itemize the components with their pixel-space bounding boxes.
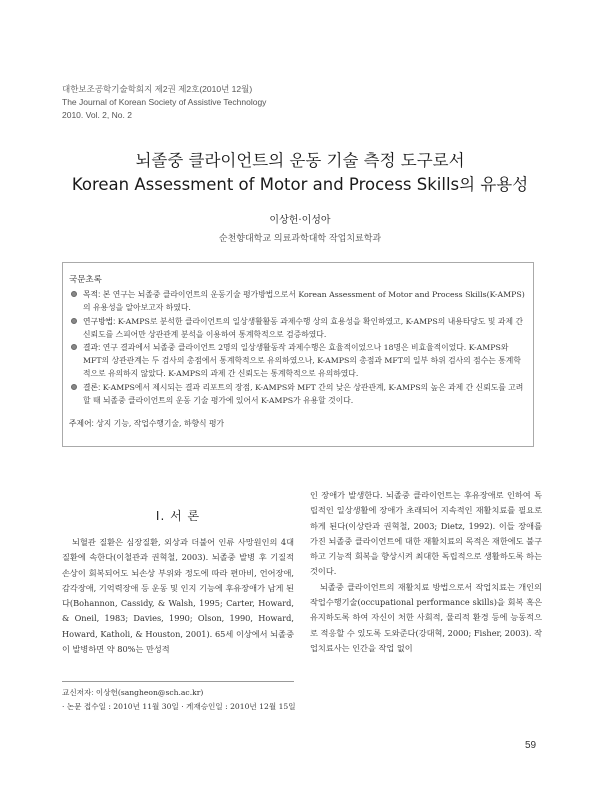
body-column-left [62,488,294,657]
body-paragraph: 인 장애가 발생한다. 뇌졸중 클라이언트는 후유장애로 인하여 독립적인 일상생활에 장애가 초래되어 지속적인 재활치료를 필요로 하게 된다(이상란과 권혁철, 2003; Dietz, 1992). 이들 장애를 가진 뇌졸중 클라이언트에 대한 재활치료의 목적은 재한에도 불구하고 기능적 회복을 향상시켜 최대한 독립적으로 생활하도록 하는 것이다. [310,490,542,577]
submission-dates: · 논문 접수일 : 2010년 11월 30일 · 게재승인일 : 2010년 12월 15일 [62,702,296,711]
authors: 이상헌·이성아 [269,215,331,226]
page-number: 59 [525,740,537,751]
bullet-icon [71,291,77,297]
footnote-divider [62,681,294,682]
section-heading: I. 서 론 [155,509,201,523]
corresponding-author: 교신저자: 이상헌(sangheon@sch.ac.kr) [62,688,204,697]
journal-english-title: The Journal of Korean Society of Assistive Technology [62,97,267,107]
abstract-item-purpose: 목적: 본 연구는 뇌졸중 클라이언트의 운동기술 평가방법으로서 Korean Assessment of Motor and Process Skills(K-AMPS)의 유용성을 알아보고자 하였다. [69,288,525,314]
title-korean: 뇌졸중 클라이언트의 운동 기술 측정 도구로서 [135,151,465,170]
abstract-item-method: 연구방법: K-AMPS로 분석한 클라이언트의 일상생활활동 과제수행 상의 효용성을 확인하였고, K-AMPS의 내용타당도 및 과제 간 신뢰도를 스피어만 상관관계 분석을 이용하여 통계학적으로 검증하였다. [69,315,525,341]
body-column-right [310,488,542,656]
body-paragraph: 뇌혈관 질환은 심장질환, 외상과 더불어 인류 사망원인의 4대 질환에 속한다(이철관과 권혁철, 2003). 뇌졸중 발병 후 기질적 손상이 회복되어도 뇌손상 부위와 정도에 따라 편마비, 언어장애, 감각장애, 기억력장애 등 운동 및 인지 기능에 후유장애가 남게 된다(Bohannon, Cassidy, & Walsh, 1995; Carter, Howard, & Oneil, 1983; Davies, 1990; Olson, 1990, Howard, Howard, Katholi, & Houston, 2001). 65세 이상에서 뇌졸중이 발병하면 약 80%는 만성적 [62,537,294,655]
bullet-icon [71,384,77,390]
affiliation: 순천향대학교 의료과학대학 작업치료학과 [218,234,382,244]
title-english: Korean Assessment of Motor and Process Skills의 유용성 [71,175,529,194]
abstract-item-results: 결과: 연구 결과에서 뇌졸중 클라이언트 2명의 일상생활동작 과제수행은 효율적이었으나 18명은 비효율적이었다. K-AMPS와 MFT의 상관관계는 두 검사의 총점에서 통계학적으로 유의하였으나, K-AMPS의 총점과 MFT의 일부 하위 검사의 점수는 통계학적으로 유의하지 않았다. K-AMPS의 과제 간 신뢰도는 통계학적으로 유의하였다. [69,341,525,381]
abstract-item-conclusion: 결론: K-AMPS에서 제시되는 결과 리포트의 장점, K-AMPS와 MFT 간의 낮은 상관관계, K-AMPS의 높은 과제 간 신뢰도를 고려할 때 뇌졸중 클라이언트의 운동 기술 평가에 있어서 K-AMPS가 유용할 것이다. [69,381,525,407]
bullet-icon [71,344,77,350]
abstract-heading: 국문초록 [69,274,102,284]
journal-header [62,83,266,122]
journal-volume: 2010. Vol. 2, No. 2 [62,110,132,120]
paper-title [40,150,560,197]
body-paragraph: 뇌졸중 클라이언트의 재활치료 방법으로서 작업치료는 개인의 작업수행기술(occupational performance skills)을 회복 혹은 유지하도록 하여 자신이 처한 사회적, 물리적 환경 등에 능동적으로 적응할 수 있도록 도와준다(강대혁, 2000; Fisher, 2003). 작업치료사는 인간을 작업 없이 [310,581,542,653]
keywords: 주제어: 상지 기능, 작업수행기술, 하향식 평가 [69,419,225,429]
journal-korean-title: 대한보조공학기술학회지 제2권 제2호(2010년 12월) [62,84,253,94]
footnote [62,686,296,714]
abstract-box [62,262,534,447]
bullet-icon [71,318,77,324]
